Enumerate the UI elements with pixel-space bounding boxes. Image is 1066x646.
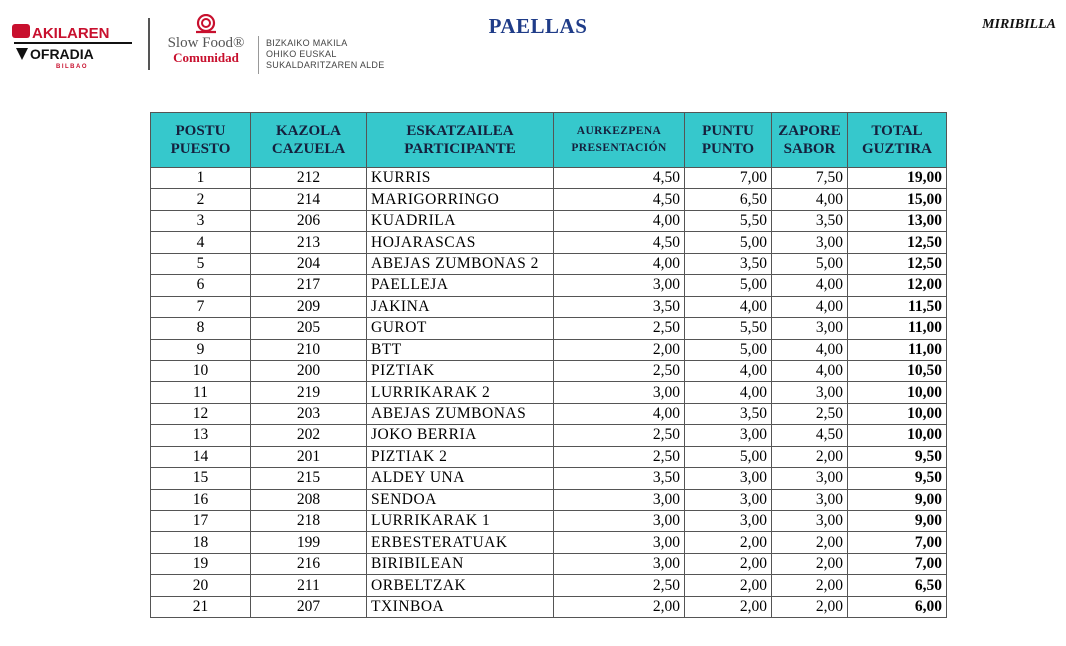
cell-presentation: 4,50	[554, 189, 685, 210]
basque-caption-line: SUKALDARITZAREN ALDE	[266, 60, 385, 70]
cell-flavor: 4,00	[772, 189, 848, 210]
table-row	[151, 360, 947, 381]
cell-point: 5,00	[685, 446, 772, 467]
cell-pan: 215	[251, 468, 367, 489]
slow-food-name: Slow Food®	[167, 35, 245, 51]
cell-presentation: 4,50	[554, 232, 685, 253]
cell-total: 10,50	[848, 360, 947, 381]
cell-position: 10	[151, 360, 251, 381]
slow-food-logo	[158, 14, 254, 74]
cell-presentation: 3,00	[554, 489, 685, 510]
cell-presentation: 3,00	[554, 382, 685, 403]
cell-point: 3,00	[685, 511, 772, 532]
table-row	[151, 575, 947, 596]
cell-flavor: 3,50	[772, 210, 848, 231]
cell-point: 2,00	[685, 532, 772, 553]
cell-participant: TXINBOA	[367, 596, 554, 617]
cell-flavor: 3,00	[772, 468, 848, 489]
location-label: MIRIBILLA	[982, 17, 1056, 32]
cell-participant: LURRIKARAK 2	[367, 382, 554, 403]
cell-point: 7,00	[685, 168, 772, 189]
basque-caption-line: BIZKAIKO MAKILA	[266, 38, 348, 48]
cell-position: 11	[151, 382, 251, 403]
cell-flavor: 2,00	[772, 575, 848, 596]
basque-caption	[266, 38, 385, 71]
cell-pan: 204	[251, 253, 367, 274]
cell-total: 13,00	[848, 210, 947, 231]
cell-participant: ALDEY UNA	[367, 468, 554, 489]
table-header-row	[151, 113, 947, 168]
cell-point: 5,50	[685, 210, 772, 231]
cell-position: 19	[151, 553, 251, 574]
cell-total: 9,50	[848, 446, 947, 467]
cell-position: 7	[151, 296, 251, 317]
cell-position: 2	[151, 189, 251, 210]
cell-point: 5,00	[685, 232, 772, 253]
cell-presentation: 2,50	[554, 360, 685, 381]
cell-position: 13	[151, 425, 251, 446]
svg-text:BILBAO: BILBAO	[56, 64, 88, 70]
cell-point: 2,00	[685, 575, 772, 596]
cell-position: 4	[151, 232, 251, 253]
cell-flavor: 4,00	[772, 296, 848, 317]
cell-presentation: 3,00	[554, 532, 685, 553]
cell-flavor: 3,00	[772, 489, 848, 510]
cell-flavor: 2,00	[772, 553, 848, 574]
cell-position: 14	[151, 446, 251, 467]
cell-flavor: 4,50	[772, 425, 848, 446]
page-title: PAELLAS	[488, 14, 588, 38]
cell-presentation: 3,50	[554, 468, 685, 489]
cell-presentation: 2,50	[554, 318, 685, 339]
cell-flavor: 5,00	[772, 253, 848, 274]
table-row	[151, 253, 947, 274]
cell-participant: KURRIS	[367, 168, 554, 189]
column-header-position: POSTU PUESTO	[151, 113, 251, 168]
cell-position: 18	[151, 532, 251, 553]
cell-presentation: 4,00	[554, 253, 685, 274]
cell-point: 6,50	[685, 189, 772, 210]
table-row	[151, 489, 947, 510]
header-logos	[10, 14, 400, 74]
cell-flavor: 4,00	[772, 360, 848, 381]
cell-pan: 213	[251, 232, 367, 253]
cell-position: 9	[151, 339, 251, 360]
results-body	[151, 168, 947, 618]
cell-total: 11,50	[848, 296, 947, 317]
cell-pan: 211	[251, 575, 367, 596]
cell-point: 5,00	[685, 275, 772, 296]
cell-position: 20	[151, 575, 251, 596]
cell-position: 6	[151, 275, 251, 296]
cell-presentation: 2,50	[554, 446, 685, 467]
cell-presentation: 3,50	[554, 296, 685, 317]
cell-pan: 212	[251, 168, 367, 189]
slow-food-comunidad: Comunidad	[173, 50, 239, 65]
cell-presentation: 2,50	[554, 425, 685, 446]
results-table	[150, 112, 947, 618]
cell-participant: JOKO BERRIA	[367, 425, 554, 446]
cell-total: 9,00	[848, 511, 947, 532]
cell-participant: JAKINA	[367, 296, 554, 317]
cell-pan: 202	[251, 425, 367, 446]
table-row	[151, 318, 947, 339]
cell-total: 11,00	[848, 339, 947, 360]
cell-participant: MARIGORRINGO	[367, 189, 554, 210]
cell-flavor: 4,00	[772, 339, 848, 360]
cell-total: 19,00	[848, 168, 947, 189]
cell-total: 15,00	[848, 189, 947, 210]
table-row	[151, 403, 947, 424]
cell-participant: PIZTIAK 2	[367, 446, 554, 467]
makilaren-ofradia-logo	[10, 14, 134, 72]
cell-point: 2,00	[685, 596, 772, 617]
cell-presentation: 4,50	[554, 168, 685, 189]
cell-point: 4,00	[685, 382, 772, 403]
cell-pan: 210	[251, 339, 367, 360]
cell-pan: 217	[251, 275, 367, 296]
cell-pan: 201	[251, 446, 367, 467]
cell-flavor: 2,00	[772, 596, 848, 617]
cell-participant: ERBESTERATUAK	[367, 532, 554, 553]
svg-text:AKILAREN: AKILAREN	[32, 25, 110, 42]
cell-flavor: 7,50	[772, 168, 848, 189]
cell-total: 12,50	[848, 253, 947, 274]
svg-text:OFRADIA: OFRADIA	[30, 46, 94, 62]
cell-pan: 216	[251, 553, 367, 574]
cell-pan: 200	[251, 360, 367, 381]
cell-pan: 214	[251, 189, 367, 210]
cell-point: 3,50	[685, 403, 772, 424]
table-row	[151, 446, 947, 467]
table-row	[151, 425, 947, 446]
logo-divider	[148, 18, 150, 70]
cell-participant: SENDOA	[367, 489, 554, 510]
table-row	[151, 232, 947, 253]
cell-position: 8	[151, 318, 251, 339]
cell-pan: 218	[251, 511, 367, 532]
cell-position: 5	[151, 253, 251, 274]
cell-total: 6,50	[848, 575, 947, 596]
cell-total: 10,00	[848, 425, 947, 446]
cell-participant: LURRIKARAK 1	[367, 511, 554, 532]
cell-participant: PIZTIAK	[367, 360, 554, 381]
cell-flavor: 2,00	[772, 446, 848, 467]
cell-total: 12,50	[848, 232, 947, 253]
cell-flavor: 2,50	[772, 403, 848, 424]
table-row	[151, 468, 947, 489]
cell-total: 11,00	[848, 318, 947, 339]
cell-total: 7,00	[848, 532, 947, 553]
cell-presentation: 2,50	[554, 575, 685, 596]
cell-flavor: 4,00	[772, 275, 848, 296]
cell-flavor: 3,00	[772, 511, 848, 532]
cell-position: 1	[151, 168, 251, 189]
cell-total: 10,00	[848, 403, 947, 424]
cell-position: 17	[151, 511, 251, 532]
cell-point: 5,50	[685, 318, 772, 339]
column-header-presentation: AURKEZPENA PRESENTACIÓN	[554, 113, 685, 168]
cell-total: 6,00	[848, 596, 947, 617]
logo-divider	[258, 36, 259, 74]
cell-participant: ABEJAS ZUMBONAS	[367, 403, 554, 424]
cell-presentation: 2,00	[554, 596, 685, 617]
cell-point: 3,00	[685, 425, 772, 446]
cell-position: 15	[151, 468, 251, 489]
cell-presentation: 3,00	[554, 275, 685, 296]
cell-position: 12	[151, 403, 251, 424]
table-row	[151, 296, 947, 317]
cell-presentation: 4,00	[554, 210, 685, 231]
cell-total: 9,50	[848, 468, 947, 489]
snail-icon	[194, 14, 218, 34]
column-header-total: TOTAL GUZTIRA	[848, 113, 947, 168]
cell-flavor: 3,00	[772, 318, 848, 339]
cell-flavor: 2,00	[772, 532, 848, 553]
basque-caption-line: OHIKO EUSKAL	[266, 49, 337, 59]
cell-presentation: 2,00	[554, 339, 685, 360]
cell-point: 3,00	[685, 489, 772, 510]
table-row	[151, 532, 947, 553]
cell-participant: ORBELTZAK	[367, 575, 554, 596]
table-row	[151, 339, 947, 360]
cell-pan: 207	[251, 596, 367, 617]
cell-point: 3,50	[685, 253, 772, 274]
cell-participant: ABEJAS ZUMBONAS 2	[367, 253, 554, 274]
cell-position: 21	[151, 596, 251, 617]
table-row	[151, 210, 947, 231]
cell-pan: 208	[251, 489, 367, 510]
cell-pan: 206	[251, 210, 367, 231]
cell-position: 16	[151, 489, 251, 510]
table-row	[151, 275, 947, 296]
cell-pan: 205	[251, 318, 367, 339]
cell-flavor: 3,00	[772, 232, 848, 253]
cell-participant: HOJARASCAS	[367, 232, 554, 253]
cell-participant: GUROT	[367, 318, 554, 339]
cell-participant: KUADRILA	[367, 210, 554, 231]
table-row	[151, 168, 947, 189]
cell-total: 9,00	[848, 489, 947, 510]
cell-presentation: 3,00	[554, 553, 685, 574]
column-header-pan: KAZOLA CAZUELA	[251, 113, 367, 168]
column-header-point: PUNTU PUNTO	[685, 113, 772, 168]
cell-presentation: 4,00	[554, 403, 685, 424]
table-row	[151, 596, 947, 617]
cell-presentation: 3,00	[554, 511, 685, 532]
cell-flavor: 3,00	[772, 382, 848, 403]
cell-position: 3	[151, 210, 251, 231]
cell-pan: 199	[251, 532, 367, 553]
cell-participant: PAELLEJA	[367, 275, 554, 296]
cell-point: 3,00	[685, 468, 772, 489]
cell-participant: BTT	[367, 339, 554, 360]
cell-point: 2,00	[685, 553, 772, 574]
cell-total: 7,00	[848, 553, 947, 574]
cell-point: 5,00	[685, 339, 772, 360]
cell-participant: BIRIBILEAN	[367, 553, 554, 574]
table-row	[151, 553, 947, 574]
cell-total: 12,00	[848, 275, 947, 296]
cell-pan: 203	[251, 403, 367, 424]
table-row	[151, 382, 947, 403]
column-header-flavor: ZAPORE SABOR	[772, 113, 848, 168]
cell-pan: 209	[251, 296, 367, 317]
cell-pan: 219	[251, 382, 367, 403]
table-row	[151, 189, 947, 210]
cell-point: 4,00	[685, 296, 772, 317]
table-row	[151, 511, 947, 532]
cell-point: 4,00	[685, 360, 772, 381]
cell-total: 10,00	[848, 382, 947, 403]
column-header-participant: ESKATZAILEA PARTICIPANTE	[367, 113, 554, 168]
